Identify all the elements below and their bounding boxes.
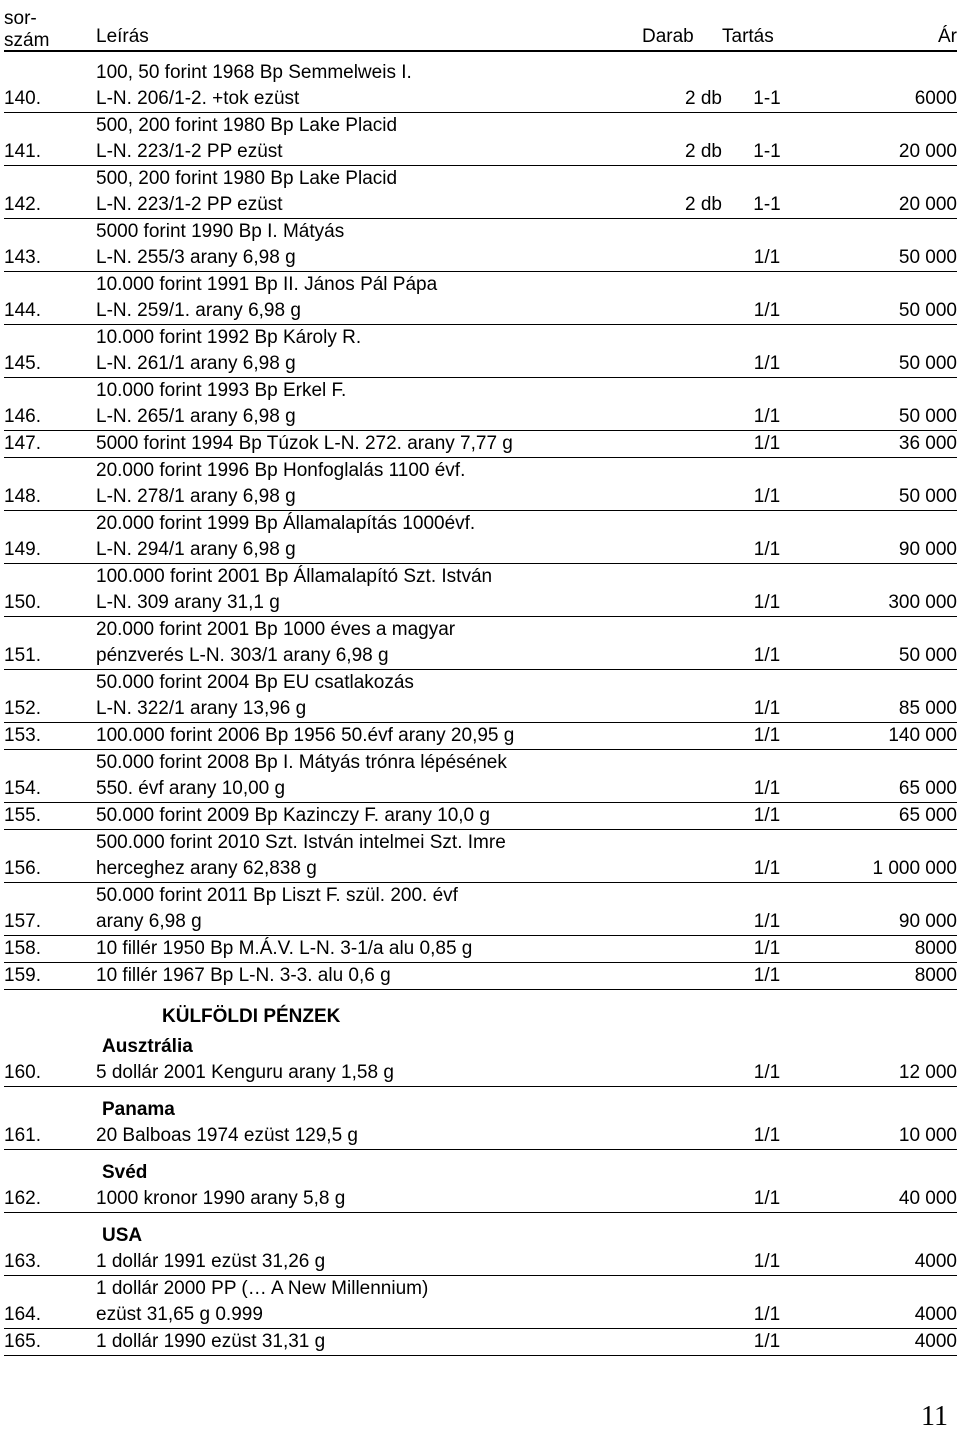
table-row xyxy=(4,325,957,378)
item-condition: 1/1 xyxy=(722,670,812,723)
table-row xyxy=(4,1329,957,1356)
item-quantity xyxy=(642,1249,722,1276)
item-description-line: 100, 50 forint 1968 Bp Semmelweis I. xyxy=(96,62,412,83)
item-price: 50 000 xyxy=(812,325,957,378)
table-row xyxy=(4,1123,957,1150)
item-condition: 1/1 xyxy=(722,1249,812,1276)
item-description-line: L-N. 259/1. arany 6,98 g xyxy=(96,300,301,321)
item-condition: 1/1 xyxy=(722,272,812,325)
item-description-line: 500, 200 forint 1980 Bp Lake Placid xyxy=(96,115,398,136)
item-description-line: L-N. 278/1 arany 6,98 g xyxy=(96,486,296,507)
header-description: Leírás xyxy=(96,6,642,51)
country-heading-row xyxy=(4,1030,957,1060)
item-price: 4000 xyxy=(812,1276,957,1329)
item-price: 8000 xyxy=(812,936,957,963)
country-heading-spacer xyxy=(4,1087,96,1124)
item-description xyxy=(96,723,642,750)
item-description xyxy=(96,670,642,723)
item-description-line: 50.000 forint 2011 Bp Liszt F. szül. 200. évf xyxy=(96,885,458,906)
country-heading-row xyxy=(4,1150,957,1187)
item-quantity xyxy=(642,1123,722,1150)
item-description-line: 20.000 forint 2001 Bp 1000 éves a magyar xyxy=(96,619,456,640)
item-description xyxy=(96,883,642,936)
item-price: 50 000 xyxy=(812,219,957,272)
item-condition: 1/1 xyxy=(722,723,812,750)
item-number: 162. xyxy=(4,1186,96,1213)
table-row xyxy=(4,511,957,564)
item-condition: 1/1 xyxy=(722,431,812,458)
item-quantity xyxy=(642,750,722,803)
item-description-line: L-N. 223/1-2 PP ezüst xyxy=(96,141,283,162)
item-price: 50 000 xyxy=(812,458,957,511)
table-row xyxy=(4,750,957,803)
header-number xyxy=(4,6,96,51)
item-description-line: L-N. 322/1 arany 13,96 g xyxy=(96,698,307,719)
item-description-line: 50.000 forint 2009 Bp Kazinczy F. arany 10,0 g xyxy=(96,805,490,826)
item-description xyxy=(96,511,642,564)
item-number: 144. xyxy=(4,272,96,325)
item-description-line: arany 6,98 g xyxy=(96,911,202,932)
item-description-line: ezüst 31,65 g 0.999 xyxy=(96,1304,263,1325)
item-number: 140. xyxy=(4,60,96,113)
item-description-line: 10.000 forint 1993 Bp Erkel F. xyxy=(96,380,347,401)
item-description-line: 50.000 forint 2008 Bp I. Mátyás trónra lépésének xyxy=(96,752,507,773)
item-description xyxy=(96,219,642,272)
item-description-line: 100.000 forint 2001 Bp Államalapító Szt. István xyxy=(96,566,493,587)
item-description-line: 10.000 forint 1991 Bp II. János Pál Pápa xyxy=(96,274,438,295)
country-heading-spacer xyxy=(4,1030,96,1060)
item-description-line: 10.000 forint 1992 Bp Károly R. xyxy=(96,327,362,348)
item-description xyxy=(96,1060,642,1087)
item-quantity: 2 db xyxy=(642,113,722,166)
item-number: 155. xyxy=(4,803,96,830)
table-row xyxy=(4,830,957,883)
item-number: 152. xyxy=(4,670,96,723)
item-quantity xyxy=(642,272,722,325)
item-price: 4000 xyxy=(812,1329,957,1356)
item-price: 20 000 xyxy=(812,113,957,166)
item-description xyxy=(96,113,642,166)
item-description-line: 5000 forint 1990 Bp I. Mátyás xyxy=(96,221,345,242)
table-row xyxy=(4,803,957,830)
table-header xyxy=(4,6,957,51)
item-condition: 1/1 xyxy=(722,617,812,670)
item-condition: 1-1 xyxy=(722,166,812,219)
item-description-line: herceghez arany 62,838 g xyxy=(96,858,317,879)
item-price: 90 000 xyxy=(812,511,957,564)
item-price: 8000 xyxy=(812,963,957,990)
item-quantity xyxy=(642,1060,722,1087)
item-description-line: 10 fillér 1967 Bp L-N. 3-3. alu 0,6 g xyxy=(96,965,391,986)
item-quantity xyxy=(642,936,722,963)
table-row xyxy=(4,1276,957,1329)
item-description-line: L-N. 223/1-2 PP ezüst xyxy=(96,194,283,215)
item-number: 163. xyxy=(4,1249,96,1276)
table-row xyxy=(4,1060,957,1087)
item-condition: 1/1 xyxy=(722,564,812,617)
item-price: 20 000 xyxy=(812,166,957,219)
item-condition: 1/1 xyxy=(722,750,812,803)
section-heading-row xyxy=(4,990,957,1031)
table-row xyxy=(4,113,957,166)
page-number: 11 xyxy=(921,1401,948,1432)
item-condition: 1/1 xyxy=(722,1276,812,1329)
table-row xyxy=(4,166,957,219)
item-condition: 1/1 xyxy=(722,325,812,378)
item-condition: 1/1 xyxy=(722,511,812,564)
country-heading: USA xyxy=(102,1225,143,1246)
item-description xyxy=(96,1276,642,1329)
item-description xyxy=(96,1249,642,1276)
item-description-line: 1000 kronor 1990 arany 5,8 g xyxy=(96,1188,346,1209)
item-price: 36 000 xyxy=(812,431,957,458)
item-condition: 1/1 xyxy=(722,1123,812,1150)
item-description xyxy=(96,60,642,113)
table-row xyxy=(4,272,957,325)
item-description-line: L-N. 294/1 arany 6,98 g xyxy=(96,539,296,560)
country-heading: Svéd xyxy=(102,1162,148,1183)
item-description-line: 20.000 forint 1996 Bp Honfoglalás 1100 évf. xyxy=(96,460,466,481)
table-row xyxy=(4,883,957,936)
item-price: 10 000 xyxy=(812,1123,957,1150)
item-price: 40 000 xyxy=(812,1186,957,1213)
item-condition: 1/1 xyxy=(722,219,812,272)
item-description-line: L-N. 206/1-2. +tok ezüst xyxy=(96,88,300,109)
item-description xyxy=(96,963,642,990)
item-description xyxy=(96,1123,642,1150)
item-condition: 1/1 xyxy=(722,1329,812,1356)
item-price: 65 000 xyxy=(812,803,957,830)
item-price: 140 000 xyxy=(812,723,957,750)
item-quantity xyxy=(642,431,722,458)
item-description xyxy=(96,803,642,830)
table-row xyxy=(4,219,957,272)
item-number: 164. xyxy=(4,1276,96,1329)
item-condition: 1-1 xyxy=(722,113,812,166)
table-body xyxy=(4,51,957,1356)
item-description xyxy=(96,1329,642,1356)
item-quantity xyxy=(642,219,722,272)
item-quantity xyxy=(642,670,722,723)
table-row xyxy=(4,564,957,617)
header-price: Ár xyxy=(812,6,957,51)
country-heading: Ausztrália xyxy=(102,1036,193,1057)
table-row xyxy=(4,431,957,458)
item-quantity: 2 db xyxy=(642,166,722,219)
item-number: 158. xyxy=(4,936,96,963)
item-price: 50 000 xyxy=(812,272,957,325)
item-description-line: pénzverés L-N. 303/1 arany 6,98 g xyxy=(96,645,389,666)
table-row xyxy=(4,1249,957,1276)
item-description xyxy=(96,166,642,219)
item-description-line: 5000 forint 1994 Bp Túzok L-N. 272. arany 7,77 g xyxy=(96,433,513,454)
item-description xyxy=(96,830,642,883)
item-condition: 1/1 xyxy=(722,936,812,963)
item-condition: 1/1 xyxy=(722,458,812,511)
section-heading: KÜLFÖLDI PÉNZEK xyxy=(162,1006,341,1027)
item-price: 300 000 xyxy=(812,564,957,617)
country-heading-row xyxy=(4,1213,957,1250)
item-number: 146. xyxy=(4,378,96,431)
item-quantity xyxy=(642,1329,722,1356)
item-price: 4000 xyxy=(812,1249,957,1276)
item-quantity xyxy=(642,617,722,670)
item-description-line: L-N. 309 arany 31,1 g xyxy=(96,592,280,613)
item-description xyxy=(96,431,642,458)
item-description xyxy=(96,617,642,670)
item-number: 141. xyxy=(4,113,96,166)
item-description xyxy=(96,564,642,617)
item-description xyxy=(96,1186,642,1213)
item-quantity: 2 db xyxy=(642,60,722,113)
item-description-line: 100.000 forint 2006 Bp 1956 50.évf arany 20,95 g xyxy=(96,725,515,746)
item-number: 142. xyxy=(4,166,96,219)
item-quantity xyxy=(642,325,722,378)
item-number: 159. xyxy=(4,963,96,990)
table-row xyxy=(4,617,957,670)
table-row xyxy=(4,378,957,431)
item-description xyxy=(96,325,642,378)
item-quantity xyxy=(642,1186,722,1213)
item-condition: 1/1 xyxy=(722,830,812,883)
item-number: 154. xyxy=(4,750,96,803)
item-quantity xyxy=(642,564,722,617)
item-description xyxy=(96,750,642,803)
item-description xyxy=(96,272,642,325)
item-description xyxy=(96,378,642,431)
item-number: 160. xyxy=(4,1060,96,1087)
header-spacer xyxy=(4,51,957,60)
item-price: 50 000 xyxy=(812,378,957,431)
item-condition: 1/1 xyxy=(722,963,812,990)
item-number: 150. xyxy=(4,564,96,617)
item-description-line: 10 fillér 1950 Bp M.Á.V. L-N. 3-1/a alu 0,85 g xyxy=(96,938,473,959)
item-price: 65 000 xyxy=(812,750,957,803)
country-heading: Panama xyxy=(102,1099,175,1120)
item-condition: 1/1 xyxy=(722,883,812,936)
item-number: 145. xyxy=(4,325,96,378)
table-row xyxy=(4,60,957,113)
item-description-line: 1 dollár 1991 ezüst 31,26 g xyxy=(96,1251,326,1272)
item-number: 147. xyxy=(4,431,96,458)
item-price: 50 000 xyxy=(812,617,957,670)
country-heading-row xyxy=(4,1087,957,1124)
item-number: 149. xyxy=(4,511,96,564)
table-row xyxy=(4,936,957,963)
item-description-line: 550. évf arany 10,00 g xyxy=(96,778,286,799)
item-description xyxy=(96,936,642,963)
item-description-line: 500.000 forint 2010 Szt. István intelmei Szt. Imre xyxy=(96,832,506,853)
header-quantity: Darab xyxy=(642,6,722,51)
item-description-line: 20.000 forint 1999 Bp Államalapítás 1000évf. xyxy=(96,513,476,534)
item-number: 148. xyxy=(4,458,96,511)
item-description-line: 50.000 forint 2004 Bp EU csatlakozás xyxy=(96,672,414,693)
item-number: 161. xyxy=(4,1123,96,1150)
item-quantity xyxy=(642,830,722,883)
item-number: 143. xyxy=(4,219,96,272)
item-quantity xyxy=(642,723,722,750)
item-price: 6000 xyxy=(812,60,957,113)
coin-catalog-table xyxy=(4,6,957,1356)
item-quantity xyxy=(642,378,722,431)
item-number: 156. xyxy=(4,830,96,883)
table-row xyxy=(4,723,957,750)
item-price: 1 000 000 xyxy=(812,830,957,883)
item-number: 153. xyxy=(4,723,96,750)
table-row xyxy=(4,670,957,723)
item-description-line: 500, 200 forint 1980 Bp Lake Placid xyxy=(96,168,398,189)
item-description xyxy=(96,458,642,511)
item-number: 151. xyxy=(4,617,96,670)
header-number-line1: sor- xyxy=(4,8,37,29)
table-row xyxy=(4,963,957,990)
item-description-line: L-N. 255/3 arany 6,98 g xyxy=(96,247,296,268)
country-heading-spacer xyxy=(4,1213,96,1250)
item-quantity xyxy=(642,458,722,511)
header-number-line2: szám xyxy=(4,30,50,51)
item-description-line: L-N. 261/1 arany 6,98 g xyxy=(96,353,296,374)
item-condition: 1/1 xyxy=(722,1060,812,1087)
item-price: 12 000 xyxy=(812,1060,957,1087)
item-quantity xyxy=(642,511,722,564)
item-condition: 1/1 xyxy=(722,1186,812,1213)
table-row xyxy=(4,1186,957,1213)
item-price: 90 000 xyxy=(812,883,957,936)
item-number: 165. xyxy=(4,1329,96,1356)
item-quantity xyxy=(642,883,722,936)
item-description-line: 1 dollár 1990 ezüst 31,31 g xyxy=(96,1331,326,1352)
item-condition: 1-1 xyxy=(722,60,812,113)
item-description-line: 20 Balboas 1974 ezüst 129,5 g xyxy=(96,1125,358,1146)
item-description-line: 1 dollár 2000 PP (… A New Millennium) xyxy=(96,1278,429,1299)
item-description-line: 5 dollár 2001 Kenguru arany 1,58 g xyxy=(96,1062,394,1083)
item-quantity xyxy=(642,963,722,990)
item-number: 157. xyxy=(4,883,96,936)
item-quantity xyxy=(642,1276,722,1329)
item-description-line: L-N. 265/1 arany 6,98 g xyxy=(96,406,296,427)
country-heading-spacer xyxy=(4,1150,96,1187)
header-condition: Tartás xyxy=(722,6,812,51)
item-quantity xyxy=(642,803,722,830)
item-condition: 1/1 xyxy=(722,803,812,830)
item-price: 85 000 xyxy=(812,670,957,723)
table-row xyxy=(4,458,957,511)
item-condition: 1/1 xyxy=(722,378,812,431)
